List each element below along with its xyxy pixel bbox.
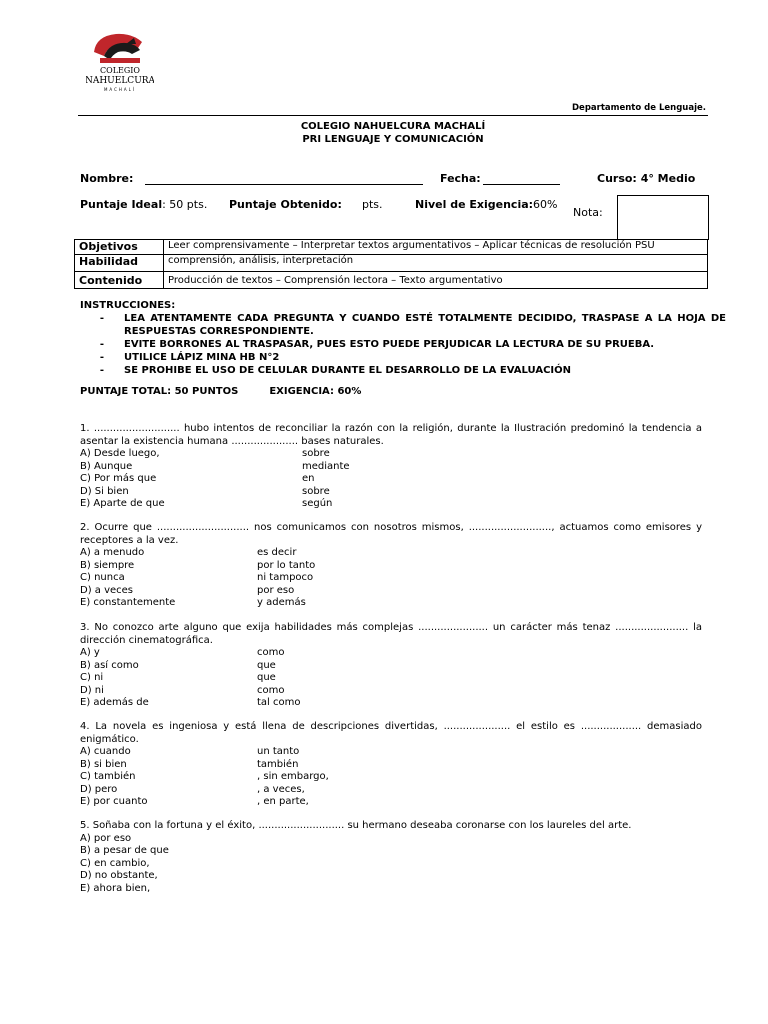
answer-option[interactable] [80,746,702,759]
option-second-term: por eso [257,584,295,596]
option-first-term: E) ahora bien, [80,882,151,894]
option-first-term: B) Aunque [80,460,133,472]
question-2 [80,522,702,610]
question-stem: 5. Soñaba con la fortuna y el éxito, ........................... su hermano deseaba coronarse con los laureles del arte. [80,820,632,831]
option-first-term: C) ni [80,672,104,683]
nota-box[interactable] [617,195,709,240]
option-first-term: A) a menudo [80,547,145,558]
answer-option[interactable] [80,759,702,772]
option-first-term: E) constantemente [80,597,176,608]
option-second-term: , sin embargo, [257,771,329,782]
list-item [80,364,726,377]
answer-option[interactable] [80,560,702,573]
answer-option[interactable] [80,597,702,610]
option-second-term: mediante [302,460,350,472]
curso-label [597,172,695,185]
answer-option[interactable] [80,870,702,883]
instructions-title: INSTRUCCIONES: [80,300,176,311]
info-value-contenido: Producción de textos – Comprensión lectora – Texto argumentativo [164,272,708,289]
answer-option[interactable] [80,461,702,474]
option-second-term: también [257,758,299,770]
option-first-term: B) a pesar de que [80,845,169,856]
curso-label-text: Curso: [597,172,637,185]
option-second-term: por lo tanto [257,559,316,571]
option-first-term: B) si bien [80,758,127,770]
answer-option[interactable] [80,784,702,797]
option-first-term: C) Por más que [80,473,157,484]
answer-option[interactable] [80,883,702,896]
school-logo [86,28,154,94]
option-second-term: como [257,684,285,696]
option-first-term: D) pero [80,783,118,795]
answer-option[interactable] [80,685,702,698]
answer-option[interactable] [80,697,702,710]
table-row [75,272,708,289]
question-4 [80,721,702,809]
option-second-term: según [302,498,333,509]
logo-text-line2: NAHUELCURA [86,76,154,86]
exam-title: PRI LENGUAJE Y COMUNICACIÓN [302,134,484,145]
option-second-term: es decir [257,547,297,558]
info-key-habilidad: Habilidad [75,255,164,272]
option-first-term: D) a veces [80,584,134,596]
answer-option[interactable] [80,486,702,499]
question-3 [80,622,702,710]
bullet-dash: - [99,339,105,350]
option-first-term: C) también [80,771,136,782]
table-row [75,240,708,255]
option-second-term: tal como [257,697,301,708]
school-title: COLEGIO NAHUELCURA MACHALÍ [300,121,486,132]
option-first-term: A) por eso [80,832,132,844]
answer-option[interactable] [80,672,702,685]
option-second-term: sobre [302,485,330,497]
list-item [80,338,726,351]
option-first-term: A) y [80,647,100,658]
instruction-text: SE PROHIBE EL USO DE CELULAR DURANTE EL DESARROLLO DE LA EVALUACIÓN [124,365,571,376]
answer-option[interactable] [80,473,702,486]
option-second-term: en [302,473,315,484]
info-value-objetivos: Leer comprensivamente – Interpretar textos argumentativos – Aplicar técnicas de resolución PSU [164,240,708,255]
option-first-term: A) Desde luego, [80,448,160,459]
question-1 [80,423,702,511]
nivel-exigencia-label: Nivel de Exigencia: [415,198,534,211]
bullet-dash: - [99,352,105,363]
option-second-term: que [257,659,276,671]
option-second-term: que [257,672,276,683]
option-first-term: B) así como [80,659,139,671]
question-5 [80,820,702,895]
puntaje-obtenido-label: Puntaje Obtenido: [229,198,342,211]
nivel-exigencia-value: 60% [533,198,558,211]
option-first-term: A) cuando [80,746,131,757]
nivel-exigencia [415,198,557,211]
answer-option[interactable] [80,845,702,858]
nombre-line[interactable] [145,184,423,185]
fecha-label: Fecha: [440,172,481,185]
answer-option[interactable] [80,448,702,461]
info-table [74,239,708,289]
bullet-dash: - [99,365,105,376]
option-second-term: sobre [302,448,330,459]
totals-line [80,386,361,397]
nombre-label: Nombre: [80,172,134,185]
instruction-text: LEA ATENTAMENTE CADA PREGUNTA Y CUANDO ESTÉ TOTALMENTE DECIDIDO, TRASPASE A LA HOJA DE RESPUESTAS CORRESPONDIENTE. [124,313,726,337]
logo-text-line1: COLEGIO [100,66,140,75]
info-key-contenido: Contenido [75,272,164,289]
instruction-text: EVITE BORRONES AL TRASPASAR, PUES ESTO PUEDE PERJUDICAR LA LECTURA DE SU PRUEBA. [124,339,655,350]
option-second-term: como [257,647,285,658]
option-first-term: E) Aparte de que [80,498,165,509]
option-first-term: C) en cambio, [80,857,150,869]
answer-option[interactable] [80,498,702,511]
answer-option[interactable] [80,647,702,660]
question-stem: 2. Ocurre que ............................. nos comunicamos con nosotros mismos, .........................., actuamos como emisores y receptores a la vez. [80,522,702,546]
option-second-term: , a veces, [257,783,305,795]
answer-option[interactable] [80,585,702,598]
nota-label: Nota: [573,206,603,219]
answer-option[interactable] [80,660,702,673]
puntaje-obtenido-unit: pts. [362,198,383,211]
question-stem: 4. La novela es ingeniosa y está llena de descripciones divertidas, ..................... el estilo es ................... demasiado enigmático. [80,721,702,745]
puntaje-ideal-label: Puntaje Ideal [80,198,163,211]
header-divider [78,115,708,116]
logo-text-line3: MACHALÍ [103,87,137,92]
option-first-term: E) por cuanto [80,796,148,807]
option-second-term: , en parte, [257,796,309,807]
option-first-term: B) siempre [80,559,135,571]
puntaje-ideal-value: : 50 pts. [162,198,208,211]
bullet-dash: - [99,313,105,324]
table-row [75,255,708,272]
option-second-term: un tanto [257,746,300,757]
option-second-term: ni tampoco [257,572,314,583]
curso-value: 4° Medio [640,172,696,185]
puntaje-ideal [80,198,207,211]
list-item [80,312,726,338]
option-first-term: C) nunca [80,572,125,583]
question-stem: 3. No conozco arte alguno que exija habilidades más complejas ...................... un carácter más tenaz ....................... la dirección cinematográfica. [80,622,702,646]
answer-option[interactable] [80,858,702,871]
option-first-term: D) Si bien [80,485,129,497]
info-key-objetivos: Objetivos [75,240,164,255]
answer-option[interactable] [80,572,702,585]
answer-option[interactable] [80,547,702,560]
option-first-term: E) además de [80,697,149,708]
instruction-text: UTILICE LÁPIZ MINA HB N°2 [124,352,280,363]
fecha-line[interactable] [483,184,560,185]
answer-option[interactable] [80,796,702,809]
puntaje-total: PUNTAJE TOTAL: 50 PUNTOS [80,386,239,397]
answer-option[interactable] [80,771,702,784]
exigencia-total: EXIGENCIA: 60% [269,386,362,397]
answer-option[interactable] [80,833,702,846]
list-item [80,351,726,364]
question-stem: 1. ........................... hubo intentos de reconciliar la razón con la religión, durante la Ilustración predominó la tendencia a asentar la existencia humana ..................... bases naturales. [80,423,702,447]
option-first-term: D) no obstante, [80,870,158,881]
instructions [80,299,726,377]
info-value-habilidad: comprensión, análisis, interpretación [164,255,708,272]
department-label: Departamento de Lenguaje. [572,103,706,113]
option-first-term: D) ni [80,684,104,696]
option-second-term: y además [257,597,306,608]
